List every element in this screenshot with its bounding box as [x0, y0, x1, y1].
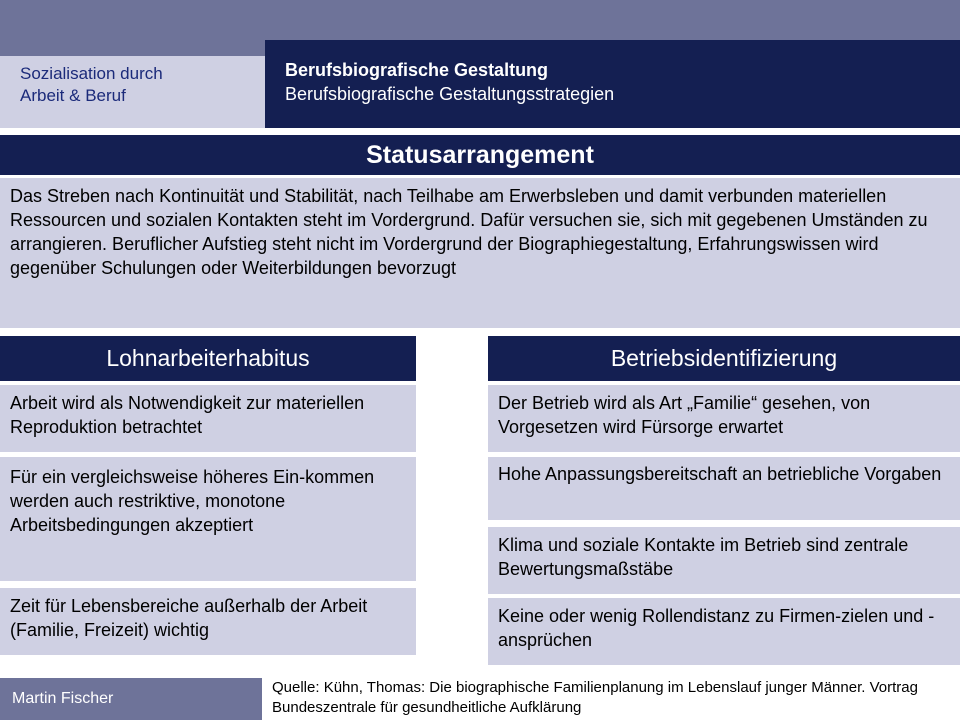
left-item-2: Für ein vergleichsweise höheres Ein-kommen werden auch restriktive, monotone Arbeitsbedingungen akzeptiert — [0, 457, 416, 581]
author-label: Martin Fischer — [0, 678, 262, 720]
right-item-1: Der Betrieb wird als Art „Familie“ gesehen, von Vorgesetzen wird Fürsorge erwartet — [488, 385, 960, 452]
main-heading: Statusarrangement — [0, 135, 960, 175]
right-item-2: Hohe Anpassungsbereitschaft an betriebliche Vorgaben — [488, 457, 960, 520]
right-item-3: Klima und soziale Kontakte im Betrieb sind zentrale Bewertungsmaßstäbe — [488, 527, 960, 594]
slide-title: Berufsbiografische Gestaltung — [285, 60, 549, 80]
right-column-heading: Betriebsidentifizierung — [488, 336, 960, 381]
header-title-block — [285, 58, 945, 106]
subject-label — [20, 63, 260, 107]
right-item-4: Keine oder wenig Rollendistanz zu Firmen-zielen und -ansprüchen — [488, 598, 960, 665]
subject-line-1: Sozialisation durch — [20, 64, 163, 83]
left-column-heading: Lohnarbeiterhabitus — [0, 336, 416, 381]
source-citation: Quelle: Kühn, Thomas: Die biographische Familienplanung im Lebenslauf junger Männer. Vortrag Bundeszentrale für gesundheitliche Aufklärung — [272, 679, 918, 716]
slide-subtitle: Berufsbiografische Gestaltungsstrategien — [285, 84, 615, 104]
left-item-1: Arbeit wird als Notwendigkeit zur materiellen Reproduktion betrachtet — [0, 385, 416, 452]
left-item-3: Zeit für Lebensbereiche außerhalb der Arbeit (Familie, Freizeit) wichtig — [0, 588, 416, 655]
subject-line-2: Arbeit & Beruf — [20, 86, 126, 105]
intro-text: Das Streben nach Kontinuität und Stabilität, nach Teilhabe am Erwerbsleben und damit verbunden materiellen Ressourcen und sozialen Kontakten steht im Vordergrund. Dafür versuchen sie, sich mit gegebenen Umständen zu arrangieren. Beruflicher Aufstieg steht nicht im Vordergrund der Biographiegestaltung, Erfahrungswissen wird gegenüber Schulungen oder Weiterbildungen bevorzugt — [0, 178, 960, 328]
